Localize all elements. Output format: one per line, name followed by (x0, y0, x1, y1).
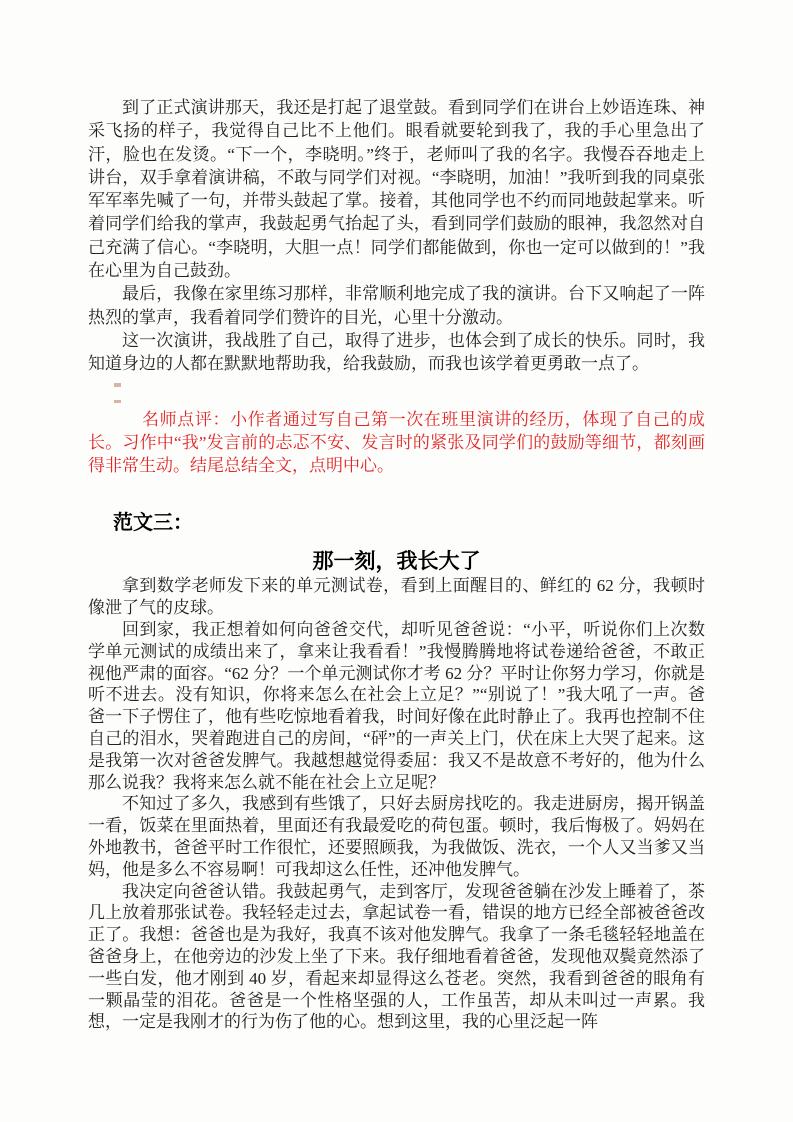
essay-two-paragraph-speech-day: 到了正式演讲那天，我还是打起了退堂鼓。看到同学们在讲台上妙语连珠、神采飞扬的样子，我觉得自己比不上他们。眼看就要轮到我了，我的手心里急出了汗，脸也在发烫。“下一个，李晓明。”终于，老师叫了我的名字。我慢吞吞地走上讲台，双手拿着演讲稿，不敢与同学们对视。“李晓明，加油！”我听到我的同桌张军军率先喊了一句，并带头鼓起了掌。接着，其他同学也不约而同地鼓起掌来。听着同学们给我的掌声，我鼓起勇气抬起了头，看到同学们鼓励的眼神，我忽然对自己充满了信心。“李晓明，大胆一点！同学们都能做到，你也一定可以做到的！”我在心里为自己鼓劲。 (88, 98, 705, 281)
essay-three-title: 那一刻，我长大了 (312, 550, 481, 574)
essay-three-section (88, 510, 705, 1033)
teacher-review-comment: 名师点评：小作者通过写自己第一次在班里演讲的经历，体现了自己的成长。习作中“我”发言前的忐忑不安、发言时的紧张及同学们的鼓励等细节，都刻画得非常生动。结尾总结全文，点明中心。 (88, 409, 705, 476)
essay-three-paragraph-apology: 我决定向爸爸认错。我鼓起勇气，走到客厅，发现爸爸躺在沙发上睡着了，茶几上放着那张试卷。我轻轻走过去，拿起试卷一看，错误的地方已经全部被爸爸改正了。我想：爸爸也是为我好，我真不该对他发脾气。我拿了一条毛毯轻轻地盖在爸爸身上，在他旁边的沙发上坐了下来。我仔细地看着爸爸，发现他双鬓竟然添了一些白发，他才刚到 40 岁，看起来却显得这么苍老。突然，我看到爸爸的眼角有一颗晶莹的泪花。爸爸是一个性格坚强的人，工作虽苦，却从未叫过一声累。我想，一定是我刚才的行为伤了他的心。想到这里，我的心里泛起一阵 (88, 881, 705, 1032)
essay-three-paragraph-father-argument: 回到家，我正想着如何向爸爸交代，却听见爸爸说：“小平，听说你们上次数学单元测试的成绩出来了，拿来让我看看！”我慢腾腾地将试卷递给爸爸，不敢正视他严肃的面容。“62 分？一个单元测试你才考 62 分？平时让你努力学习，你就是听不进去。没有知识，你将来怎么在社会上立足？”“别说了！”我大吼了一声。爸爸一下子愣住了，他有些吃惊地看着我，时间好像在此时静止了。我再也控制不住自己的泪水，哭着跑进自己的房间，“砰”的一声关上门，伏在床上大哭了起来。这是我第一次对爸爸发脾气。我越想越觉得委屈：我又不是故意不考好的，他为什么那么说我？我将来怎么就不能在社会上立足呢？ (88, 620, 705, 792)
section-label-essay-three: 范文三： (113, 512, 193, 535)
margin-annotation-line (88, 376, 705, 396)
essay-three-paragraph-test-score: 拿到数学老师发下来的单元测试卷，看到上面醒目的、鲜红的 62 分，我顿时像泄了气的皮球。 (88, 576, 705, 618)
margin-annotation-line (88, 396, 705, 408)
comment-anchor-dot-icon (114, 383, 121, 387)
essay-three-paragraph-kitchen-regret: 不知过了多久，我感到有些饿了，只好去厨房找吃的。我走进厨房，揭开锅盖一看，饭菜在里面热着，里面还有我最爱吃的荷包蛋。顿时，我后悔极了。妈妈在外地教书，爸爸平时工作很忙，还要照顾我，为我做饭、洗衣，一个人又当爹又当妈，他是多么不容易啊！可我却这么任性，还冲他发脾气。 (88, 794, 705, 879)
page-content-area (88, 96, 705, 1033)
essay-two-paragraph-conclusion: 这一次演讲，我战胜了自己，取得了进步，也体会到了成长的快乐。同时，我知道身边的人都在默默地帮助我，给我鼓励，而我也该学着更勇敢一点了。 (88, 330, 705, 374)
comment-anchor-dash-icon (114, 400, 121, 403)
essay-two-paragraph-finish-speech: 最后，我像在家里练习那样，非常顺利地完成了我的演讲。台下又响起了一阵热烈的掌声，我看着同学们赞许的目光，心里十分激动。 (88, 284, 705, 327)
